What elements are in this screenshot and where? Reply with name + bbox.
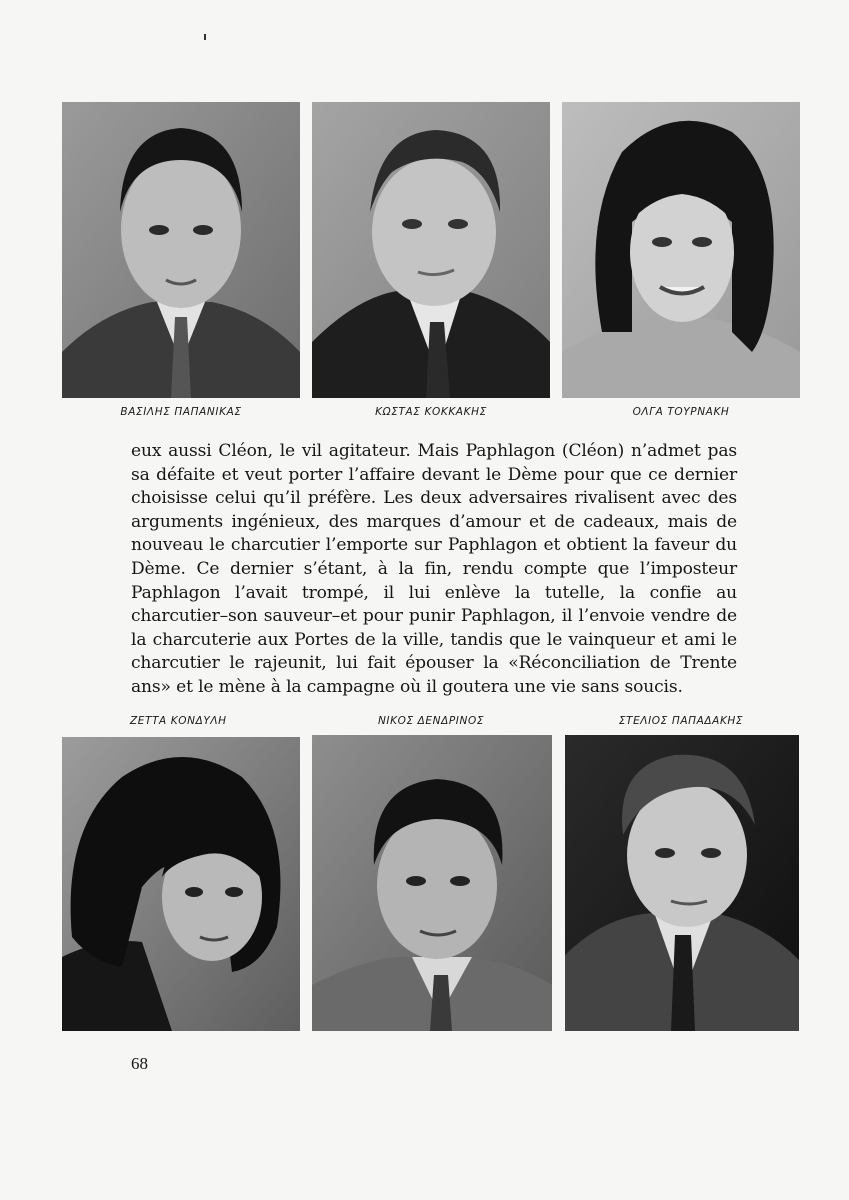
portrait-photo-3: [562, 102, 800, 398]
portrait-photo-4: [62, 737, 300, 1031]
paragraph-text: eux aussi Cléon, le vil agitateur. Mais Paphlagon (Cléon) n’admet pas sa défaite et veut porter l’affaire devant le Dème pour que ce dernier choisisse celui qu’il préfère. Les deux adversaires rivalisent avec des arguments ingénieux, des marques d’amour et de cadeaux, mais de nouveau le charcutier l’emporte sur Paphlagon et obtient la faveur du Dème. Ce dernier s’étant, à la fin, rendu compte que l’imposteur Paphlagon l’avait trompé, il lui enlève la tutelle, la confie au charcutier–son sauveur–et pour punir Paphlagon, il l’envoie vendre de la charcuterie aux Portes de la ville, tandis que le vainqueur et ami le charcutier le rajeunit, lui fait épouser la «Réconciliation de Trente ans» et le mène à la campagne où il goutera une vie sans soucis.: [131, 441, 737, 697]
caption-top-2: ΚΩΣΤΑΣ ΚΟΚΚΑΚΗΣ: [375, 406, 487, 418]
caption-top-3: ΟΛΓΑ ΤΟΥΡΝΑΚΗ: [632, 406, 730, 418]
page-mark: [204, 34, 206, 40]
body-paragraph: [131, 440, 737, 700]
caption-bottom-3: ΣΤΕΛΙΟΣ ΠΑΠΑΔΑΚΗΣ: [618, 715, 744, 727]
page-number: 68: [131, 1054, 148, 1073]
portrait-photo-2: [312, 102, 550, 398]
portrait-photo-1: [62, 102, 300, 398]
portrait-photo-6: [565, 735, 799, 1031]
portrait-photo-5: [312, 735, 552, 1031]
caption-bottom-2: ΝΙΚΟΣ ΔΕΝΔΡΙΝΟΣ: [377, 715, 485, 727]
caption-top-1: ΒΑΣΙΛΗΣ ΠΑΠΑΝΙΚΑΣ: [120, 406, 242, 418]
caption-bottom-1: ΖΕΤΤΑ ΚΟΝΔΥΛΗ: [130, 715, 227, 727]
